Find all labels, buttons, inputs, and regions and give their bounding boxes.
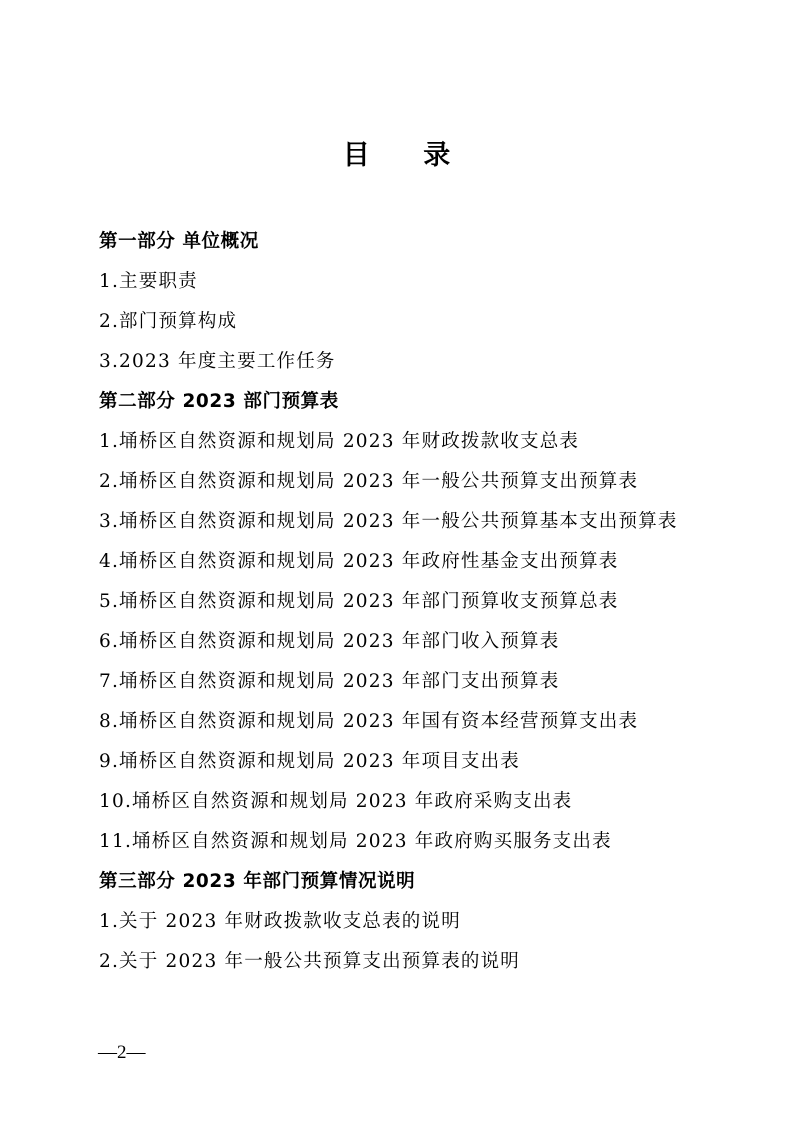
- toc-section-heading: 第三部分 2023 年部门预算情况说明: [99, 871, 416, 892]
- toc-item: 1.主要职责: [99, 271, 198, 292]
- toc-section-heading: 第二部分 2023 部门预算表: [99, 391, 339, 412]
- toc-item: 2.埇桥区自然资源和规划局 2023 年一般公共预算支出预算表: [99, 471, 639, 492]
- toc-section-heading: 第一部分 单位概况: [99, 231, 259, 252]
- toc-item: 1.关于 2023 年财政拨款收支总表的说明: [99, 911, 461, 932]
- page-number: —2—: [98, 1042, 146, 1063]
- toc-item: 9.埇桥区自然资源和规划局 2023 年项目支出表: [99, 751, 520, 772]
- toc-item: 8.埇桥区自然资源和规划局 2023 年国有资本经营预算支出表: [99, 711, 639, 732]
- toc-item: 11.埇桥区自然资源和规划局 2023 年政府购买服务支出表: [99, 831, 612, 852]
- toc-item: 2.部门预算构成: [99, 311, 238, 332]
- toc-item: 2.关于 2023 年一般公共预算支出预算表的说明: [99, 951, 520, 972]
- page-title: 目 录: [342, 140, 473, 171]
- toc-item: 3.埇桥区自然资源和规划局 2023 年一般公共预算基本支出预算表: [99, 511, 678, 532]
- toc-item: 3.2023 年度主要工作任务: [99, 351, 336, 372]
- toc-item: 6.埇桥区自然资源和规划局 2023 年部门收入预算表: [99, 631, 560, 652]
- toc-item: 4.埇桥区自然资源和规划局 2023 年政府性基金支出预算表: [99, 551, 619, 572]
- toc-item: 10.埇桥区自然资源和规划局 2023 年政府采购支出表: [99, 791, 573, 812]
- table-of-contents: [99, 222, 699, 982]
- toc-item: 1.埇桥区自然资源和规划局 2023 年财政拨款收支总表: [99, 431, 580, 452]
- toc-item: 5.埇桥区自然资源和规划局 2023 年部门预算收支预算总表: [99, 591, 619, 612]
- toc-item: 7.埇桥区自然资源和规划局 2023 年部门支出预算表: [99, 671, 560, 692]
